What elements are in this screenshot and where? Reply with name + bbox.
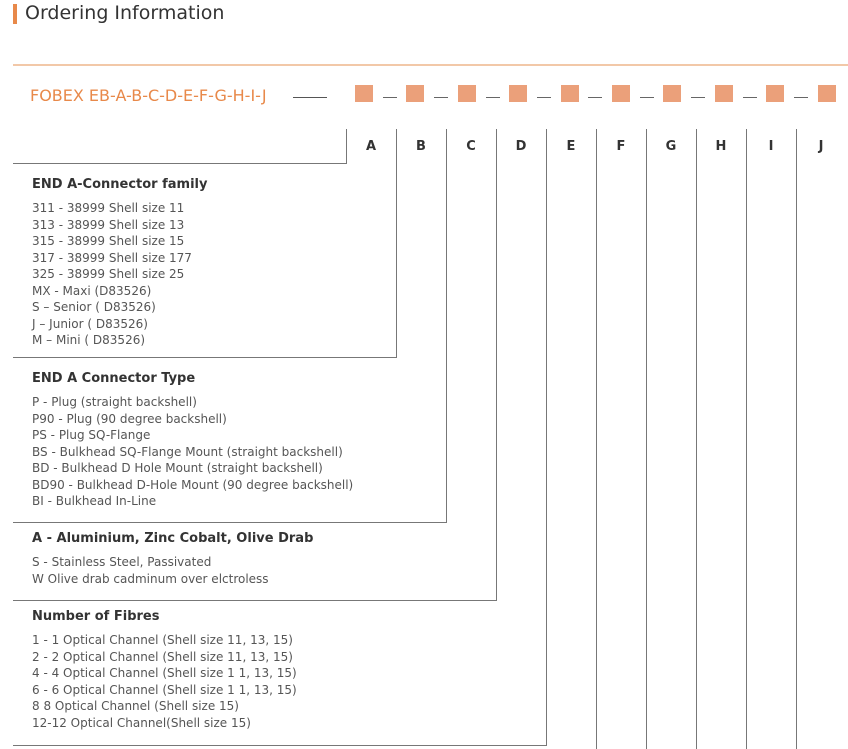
header-left-line [346, 129, 347, 164]
list-item: W Olive drab cadminum over elctroless [32, 571, 269, 586]
page-title: Ordering Information [25, 2, 225, 24]
section-title: END A Connector Type [32, 371, 196, 386]
code-box-dash [640, 97, 654, 98]
code-box-dash [383, 97, 397, 98]
section-1-bottom-line [13, 357, 397, 358]
column-label-c: C [466, 139, 476, 154]
list-item: P90 - Plug (90 degree backshell) [32, 411, 227, 426]
column-label-b: B [416, 139, 426, 154]
list-item: 2 - 2 Optical Channel (Shell size 11, 13, 15) [32, 649, 293, 664]
list-item: 317 - 38999 Shell size 177 [32, 250, 192, 265]
code-box-dash [794, 97, 808, 98]
column-divider-line [496, 129, 497, 600]
list-item: 12-12 Optical Channel(Shell size 15) [32, 715, 251, 730]
code-box-i [766, 85, 784, 102]
code-box-dash [486, 97, 500, 98]
section-lines [32, 394, 353, 510]
column-divider-line [646, 129, 647, 749]
column-divider-line [696, 129, 697, 749]
section-title: END A-Connector family [32, 177, 208, 192]
code-box-c [458, 85, 476, 102]
list-item: 6 - 6 Optical Channel (Shell size 1 1, 13, 15) [32, 682, 297, 697]
list-item: MX - Maxi (D83526) [32, 283, 152, 298]
code-box-h [715, 85, 733, 102]
section-lines [32, 632, 297, 731]
header-underline [13, 163, 346, 164]
code-box-dash [537, 97, 551, 98]
code-box-b [406, 85, 424, 102]
column-divider-line [796, 129, 797, 749]
code-box-f [612, 85, 630, 102]
code-box-dash [743, 97, 757, 98]
list-item: BD - Bulkhead D Hole Mount (straight backshell) [32, 461, 323, 475]
column-divider-line [596, 129, 597, 749]
column-label-e: E [566, 139, 576, 154]
part-code-dash [293, 97, 327, 98]
code-box-a [355, 85, 373, 102]
column-divider-line [746, 129, 747, 749]
section-title: A - Aluminium, Zinc Cobalt, Olive Drab [32, 531, 314, 546]
list-item: S - Stainless Steel, Passivated [32, 555, 212, 569]
column-label-d: D [515, 139, 527, 154]
list-item: BI - Bulkhead In-Line [32, 494, 157, 508]
column-label-a: A [365, 139, 377, 154]
code-box-dash [691, 97, 705, 98]
list-item: 8 8 Optical Channel (Shell size 15) [32, 699, 239, 713]
part-code: FOBEX EB-A-B-C-D-E-F-G-H-I-J [30, 86, 267, 105]
code-box-e [561, 85, 579, 102]
list-item: 313 - 38999 Shell size 13 [32, 217, 185, 232]
list-item: 1 - 1 Optical Channel (Shell size 11, 13, 15) [32, 633, 293, 647]
list-item: P - Plug (straight backshell) [32, 395, 197, 409]
list-item: BS - Bulkhead SQ-Flange Mount (straight backshell) [32, 444, 343, 459]
column-label-f: F [616, 139, 626, 154]
column-divider-line [396, 129, 397, 357]
column-label-j: J [818, 139, 824, 154]
list-item: PS - Plug SQ-Flange [32, 428, 151, 442]
column-label-g: G [665, 139, 677, 154]
column-label-h: H [715, 139, 727, 154]
section-4-bottom-line [13, 745, 547, 746]
column-divider-line [546, 129, 547, 745]
section-2-bottom-line [13, 522, 447, 523]
list-item: J – Junior ( D83526) [32, 316, 148, 331]
code-box-d [509, 85, 527, 102]
code-box-g [663, 85, 681, 102]
title-divider [13, 64, 848, 66]
code-box-dash [434, 97, 448, 98]
section-title: Number of Fibres [32, 609, 160, 624]
column-divider-line [446, 129, 447, 522]
code-box-j [818, 85, 836, 102]
code-box-dash [588, 97, 602, 98]
section-lines [32, 554, 269, 587]
list-item: M – Mini ( D83526) [32, 333, 146, 347]
section-lines [32, 200, 192, 349]
section-3-bottom-line [13, 600, 497, 601]
title-accent-bar [13, 4, 17, 24]
list-item: 325 - 38999 Shell size 25 [32, 267, 185, 281]
list-item: 311 - 38999 Shell size 11 [32, 201, 185, 215]
list-item: S – Senior ( D83526) [32, 300, 156, 314]
list-item: BD90 - Bulkhead D-Hole Mount (90 degree backshell) [32, 477, 354, 492]
list-item: 4 - 4 Optical Channel (Shell size 1 1, 13, 15) [32, 666, 297, 680]
list-item: 315 - 38999 Shell size 15 [32, 234, 185, 248]
column-label-i: I [768, 139, 774, 154]
